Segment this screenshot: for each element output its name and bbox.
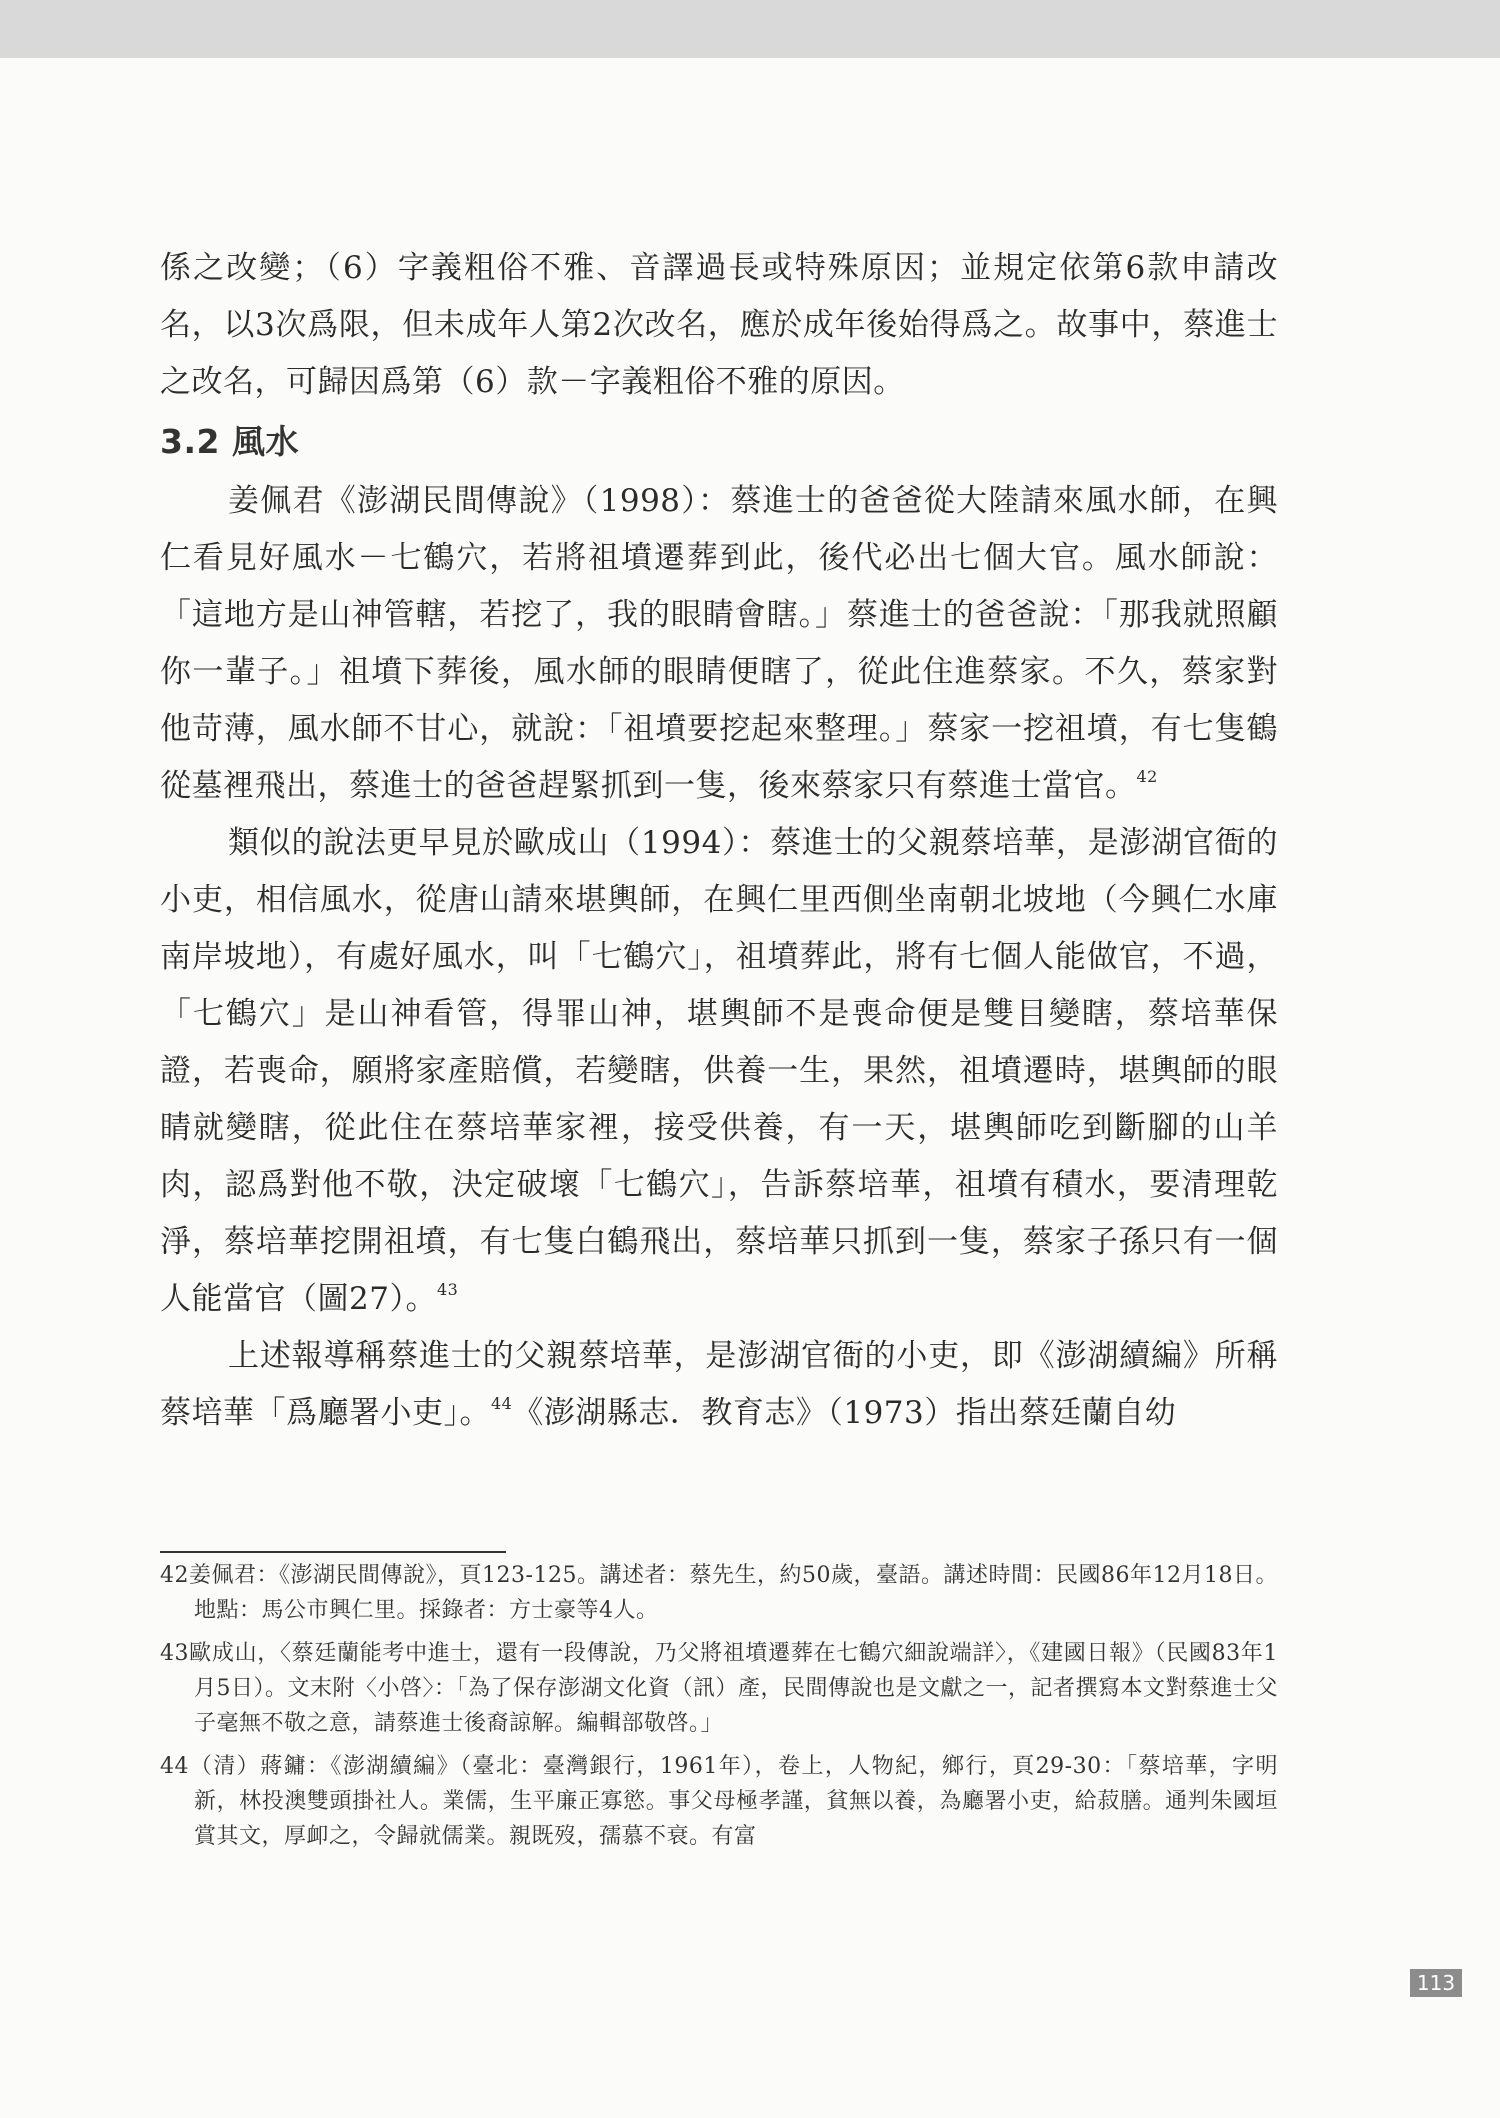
footnote-ref-43[interactable]: 43 <box>436 1280 459 1299</box>
footnote-44: 44（清）蔣鏞：《澎湖續編》（臺北：臺灣銀行，1961年），卷上，人物紀，鄉行，頁29-30：「蔡培華，字明新，林投澳雙頭掛社人。業儒，生平廉正寡慾。事父母極孝謹，貧無以養，為廳署小吏，給菽膳。通判朱國垣賞其文，厚卹之，令歸就儒業。親既歿，孺慕不衰。有富 <box>160 1754 1278 1849</box>
footnote-ref-42[interactable]: 42 <box>1136 767 1158 786</box>
paragraph-text: 姜佩君《澎湖民間傳說》（1998）：蔡進士的爸爸從大陸請來風水師，在興仁看見好風水－七鶴穴，若將祖墳遷葬到此，後代必出七個大官。風水師說：「這地方是山神管轄，若挖了，我的眼睛會瞎。」蔡進士的爸爸說：「那我就照顧你一輩子。」祖墳下葬後，風水師的眼睛便瞎了，從此住進蔡家。不久，蔡家對他苛薄，風水師不甘心，就說：「祖墳要挖起來整理。」蔡家一挖祖墳，有七隻鶴從墓裡飛出，蔡進士的爸爸趕緊抓到一隻，後來蔡家只有蔡進士當官。 <box>160 483 1278 804</box>
paragraph-feng-shui-2 <box>160 815 1278 1328</box>
scan-top-margin <box>0 0 1500 58</box>
paragraph-feng-shui-3 <box>160 1328 1278 1442</box>
page-number: 113 <box>1410 1969 1462 1997</box>
main-text <box>160 240 1278 1442</box>
footnote-42: 42姜佩君：《澎湖民間傳說》，頁123-125。講述者：蔡先生，約50歲，臺語。講述時間：民國86年12月18日。地點：馬公市興仁里。採錄者：方士豪等4人。 <box>160 1563 1278 1623</box>
footnote-divider <box>160 1551 506 1553</box>
footnote-ref-44[interactable]: 44 <box>491 1394 513 1413</box>
paragraph-continued: 係之改變；（6）字義粗俗不雅、音譯過長或特殊原因；並規定依第6款申請改名，以3次爲限，但未成年人第2次改名，應於成年後始得爲之。故事中，蔡進士之改名，可歸因爲第（6）款－字義粗俗不雅的原因。 <box>160 250 1278 400</box>
paragraph-text: 類似的說法更早見於歐成山（1994）：蔡進士的父親蔡培華，是澎湖官衙的小吏，相信風水，從唐山請來堪輿師，在興仁里西側坐南朝北坡地（今興仁水庫南岸坡地），有處好風水，叫「七鶴穴」，祖墳葬此，將有七個人能做官，不過，「七鶴穴」是山神看管，得罪山神，堪輿師不是喪命便是雙目變瞎，蔡培華保證，若喪命，願將家產賠償，若變瞎，供養一生，果然，祖墳遷時，堪輿師的眼睛就變瞎，從此住在蔡培華家裡，接受供養，有一天，堪輿師吃到斷腳的山羊肉，認爲對他不敬，決定破壞「七鶴穴」，告訴蔡培華，祖墳有積水，要清理乾淨，蔡培華挖開祖墳，有七隻白鶴飛出，蔡培華只抓到一隻，蔡家子孫只有一個人能當官（圖27）。 <box>160 825 1278 1317</box>
paragraph-text: 《澎湖縣志．教育志》（1973）指出蔡廷蘭自幼 <box>512 1395 1177 1431</box>
footnote-43: 43歐成山，〈蔡廷蘭能考中進士，還有一段傳說，乃父將祖墳遷葬在七鶴穴細說端詳〉，《建國日報》（民國83年1月5日）。文末附〈小啓〉：「為了保存澎湖文化資（訊）產，民間傳說也是文獻之一，記者撰寫本文對蔡進士父子毫無不敬之意，請蔡進士後裔諒解。編輯部敬啓。」 <box>160 1641 1279 1736</box>
footnotes <box>160 1558 1278 1862</box>
paragraph-feng-shui-1 <box>160 473 1278 815</box>
section-heading: 3.2 風水 <box>160 422 299 461</box>
paragraph-text: 上述報導稱蔡進士的父親蔡培華，是澎湖官衙的小吏，即《澎湖續編》所稱蔡培華「爲廳署小吏」。 <box>160 1338 1278 1431</box>
